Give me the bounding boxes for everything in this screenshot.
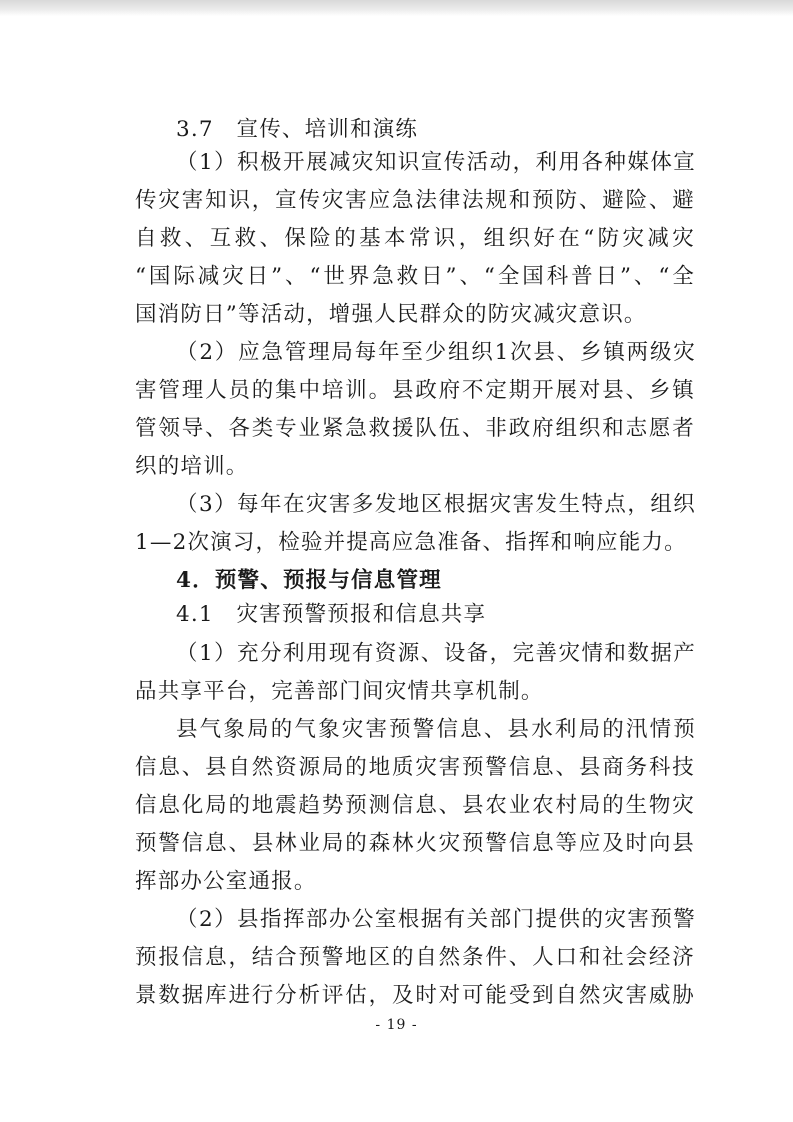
paragraph-line: 1—2次演习，检验并提高应急准备、指挥和响应能力。: [135, 530, 687, 555]
paragraph-line: 品共享平台，完善部门间灾情共享机制。: [135, 679, 544, 704]
paragraph-line: 传灾害知识，宣传灾害应急法律法规和预防、避险、避: [135, 188, 695, 213]
paragraph-line: 害管理人员的集中培训。县政府不定期开展对县、乡镇: [135, 378, 695, 403]
paragraph-line: 国消防日”等活动，增强人民群众的防灾减灾意识。: [135, 302, 647, 327]
section-3-7-title: 3.7 宣传、培训和演练: [176, 117, 419, 142]
paragraph-line: （3）每年在灾害多发地区根据灾害发生特点，组织: [176, 492, 696, 517]
paragraph-line: （2）县指挥部办公室根据有关部门提供的灾害预警: [176, 907, 696, 932]
paragraph-line: 预报信息，结合预警地区的自然条件、人口和社会经济: [135, 945, 695, 970]
paragraph-line: 县气象局的气象灾害预警信息、县水利局的汛情预: [176, 717, 696, 742]
section-4-title: 4．预警、预报与信息管理: [176, 568, 442, 593]
paragraph-line: 预警信息、县林业局的森林火灾预警信息等应及时向县: [135, 831, 695, 856]
paragraph-line: 织的培训。: [135, 454, 249, 479]
paragraph-line: 信息、县自然资源局的地质灾害预警信息、县商务科技: [135, 755, 695, 780]
paragraph-line: （2）应急管理局每年至少组织1次县、乡镇两级灾: [176, 340, 696, 365]
paragraph-line: 景数据库进行分析评估，及时对可能受到自然灾害威胁: [135, 983, 695, 1008]
paragraph-line: 自救、互救、保险的基本常识，组织好在“防灾减灾: [135, 226, 695, 251]
paragraph-line: 信息化局的地震趋势预测信息、县农业农村局的生物灾: [135, 793, 695, 818]
paragraph-line: （1）积极开展减灾知识宣传活动，利用各种媒体宣: [176, 150, 696, 175]
paragraph-line: “国际减灾日”、“世界急救日”、“全国科普日”、“全: [135, 264, 695, 289]
paragraph-line: 挥部办公室通报。: [135, 869, 317, 894]
paragraph-line: 管领导、各类专业紧急救援队伍、非政府组织和志愿者: [135, 416, 695, 441]
page-number: - 19 -: [375, 1017, 418, 1033]
section-4-1-title: 4.1 灾害预警预报和信息共享: [176, 602, 487, 627]
paragraph-line: （1）充分利用现有资源、设备，完善灾情和数据产: [176, 641, 696, 666]
